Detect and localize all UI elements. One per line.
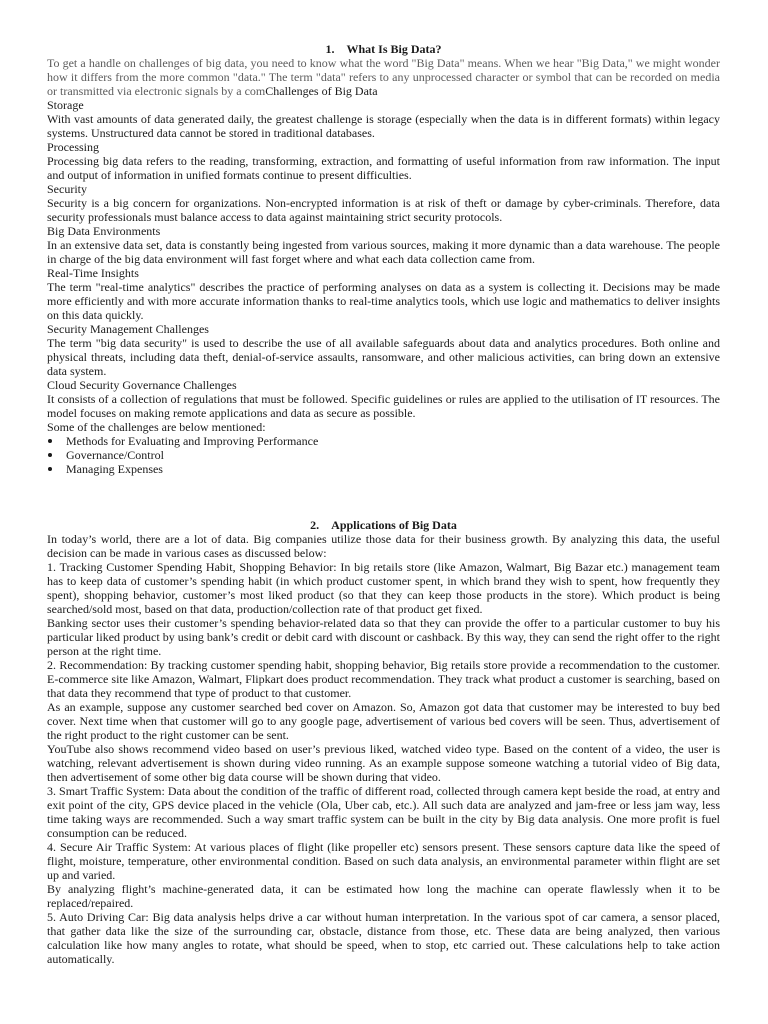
paragraph-cloud-security-governance: It consists of a collection of regulations that must be followed. Specific guidelines or rules are applied to the utilisation of IT resources. The model focuses on making remote applications and data as secure as possible. bbox=[47, 392, 720, 420]
paragraph: As an example, suppose any customer searched bed cover on Amazon. So, Amazon got data that customer may be interested to buy bed cover. Next time when that customer will go to any google page, advertisement of various bed covers will be seen. Thus, advertisement of the right product to the right customer can be sent. bbox=[47, 700, 720, 742]
section-title-text: Applications of Big Data bbox=[331, 518, 457, 532]
challenges-heading: Challenges of Big Data bbox=[265, 84, 378, 98]
paragraph: 2. Recommendation: By tracking customer spending habit, shopping behavior, Big retails store provide a recommendation to the customer. E-commerce site like Amazon, Walmart, Flipkart does product recommendation. They track what product a customer is searching, based on that data they recommend that type of product to that customer. bbox=[47, 658, 720, 700]
section-what-is-big-data bbox=[47, 42, 720, 476]
paragraph: 3. Smart Traffic System: Data about the condition of the traffic of different road, collected through camera kept beside the road, at entry and exit point of the city, GPS device placed in the vehicle (Ola, Uber cab, etc.). All such data are analyzed and jam-free or less jam way, less time taking ways are recommended. Such a way smart traffic system can be built in the city by Big data analysis. One more profit is fuel consumption can be reduced. bbox=[47, 784, 720, 840]
paragraph: In today’s world, there are a lot of data. Big companies utilize those data for their business growth. By analyzing this data, the useful decision can be made in various cases as discussed below: bbox=[47, 532, 720, 560]
section-applications bbox=[47, 518, 720, 966]
paragraph-real-time-insights: The term "real-time analytics" describes the practice of performing analyses on data as a system is collecting it. Decisions may be made more efficiently and with more accurate information thanks to real-time analytics tools, which use logic and mathematics to deliver insights on this data quickly. bbox=[47, 280, 720, 322]
intro-text: To get a handle on challenges of big data, you need to know what the word "Big Data" means. When we hear "Big Data," we might wonder how it differs from the more common "data." The term "data" refers to any unprocessed character or symbol that can be recorded on media or transmitted via electronic signals by a com bbox=[47, 56, 720, 98]
subheading-real-time-insights: Real-Time Insights bbox=[47, 266, 139, 280]
paragraph-processing: Processing big data refers to the reading, transforming, extraction, and formatting of useful information from raw information. The input and output of information in unified formats continue to present difficulties. bbox=[47, 154, 720, 182]
subheading-big-data-environments: Big Data Environments bbox=[47, 224, 161, 238]
paragraph-security-management: The term "big data security" is used to describe the use of all available safeguards about data and analytics procedures. Both online and physical threats, including data theft, denial-of-service assaults, ransomware, and other malicious activities, can bring down an extensive data system. bbox=[47, 336, 720, 378]
list-item: Managing Expenses bbox=[66, 462, 720, 476]
subheading-storage: Storage bbox=[47, 98, 84, 112]
paragraph: By analyzing flight’s machine-generated data, it can be estimated how long the machine can operate flawlessly when it to be replaced/repaired. bbox=[47, 882, 720, 910]
section-title bbox=[47, 42, 720, 56]
subheading-processing: Processing bbox=[47, 140, 99, 154]
challenges-list bbox=[47, 434, 720, 476]
section-title-text: What Is Big Data? bbox=[346, 42, 442, 56]
subheading-security-management: Security Management Challenges bbox=[47, 322, 209, 336]
section-number: 1. bbox=[325, 42, 335, 56]
intro-paragraph bbox=[47, 56, 720, 98]
section-spacer bbox=[47, 476, 720, 518]
paragraph: YouTube also shows recommend video based on user’s previous liked, watched video type. Based on the content of a video, the user is watching, relevant advertisement is shown during video running. As an example suppose someone watching a tutorial video of Big data, then advertisement of some other big data course will be shown during that video. bbox=[47, 742, 720, 784]
section-title bbox=[47, 518, 720, 532]
section-number: 2. bbox=[310, 518, 320, 532]
paragraph-storage: With vast amounts of data generated daily, the greatest challenge is storage (especially when the data is in different formats) within legacy systems. Unstructured data cannot be stored in traditional databases. bbox=[47, 112, 720, 140]
paragraph: 4. Secure Air Traffic System: At various places of flight (like propeller etc) sensors present. These sensors capture data like the speed of flight, moisture, temperature, other environmental condition. Based on such data analysis, an environmental parameter within flight are set up and varied. bbox=[47, 840, 720, 882]
paragraph-security: Security is a big concern for organizations. Non-encrypted information is at risk of theft or damage by cyber-criminals. Therefore, data security professionals must balance access to data against maintaining strict security protocols. bbox=[47, 196, 720, 224]
paragraph: 5. Auto Driving Car: Big data analysis helps drive a car without human interpretation. In the various spot of car camera, a sensor placed, that gather data like the size of the surrounding car, obstacle, distance from those, etc. These data are being analyzed, then various calculation like how many angles to rotate, what should be speed, when to stop, etc carried out. These calculations help to take action automatically. bbox=[47, 910, 720, 966]
list-intro: Some of the challenges are below mentioned: bbox=[47, 420, 266, 434]
list-item: Governance/Control bbox=[66, 448, 720, 462]
list-item: Methods for Evaluating and Improving Performance bbox=[66, 434, 720, 448]
paragraph: 1. Tracking Customer Spending Habit, Shopping Behavior: In big retails store (like Amazon, Walmart, Big Bazar etc.) management team has to keep data of customer’s spending habit (in which product customer spent, in which brand they wish to spent, how frequently they spent), shopping behavior, customer’s most liked product (so that they can keep those products in the store). Which product is being searched/sold most, based on that data, production/collection rate of that product get fixed. bbox=[47, 560, 720, 616]
paragraph-big-data-environments: In an extensive data set, data is constantly being ingested from various sources, making it more dynamic than a data warehouse. The people in charge of the big data environment will fast forget where and what each data collection came from. bbox=[47, 238, 720, 266]
paragraph: Banking sector uses their customer’s spending behavior-related data so that they can provide the offer to a particular customer to buy his particular liked product by using bank’s credit or debit card with discount or cashback. By this way, they can send the right offer to the right person at the right time. bbox=[47, 616, 720, 658]
subheading-security: Security bbox=[47, 182, 87, 196]
subheading-cloud-security-governance: Cloud Security Governance Challenges bbox=[47, 378, 237, 392]
